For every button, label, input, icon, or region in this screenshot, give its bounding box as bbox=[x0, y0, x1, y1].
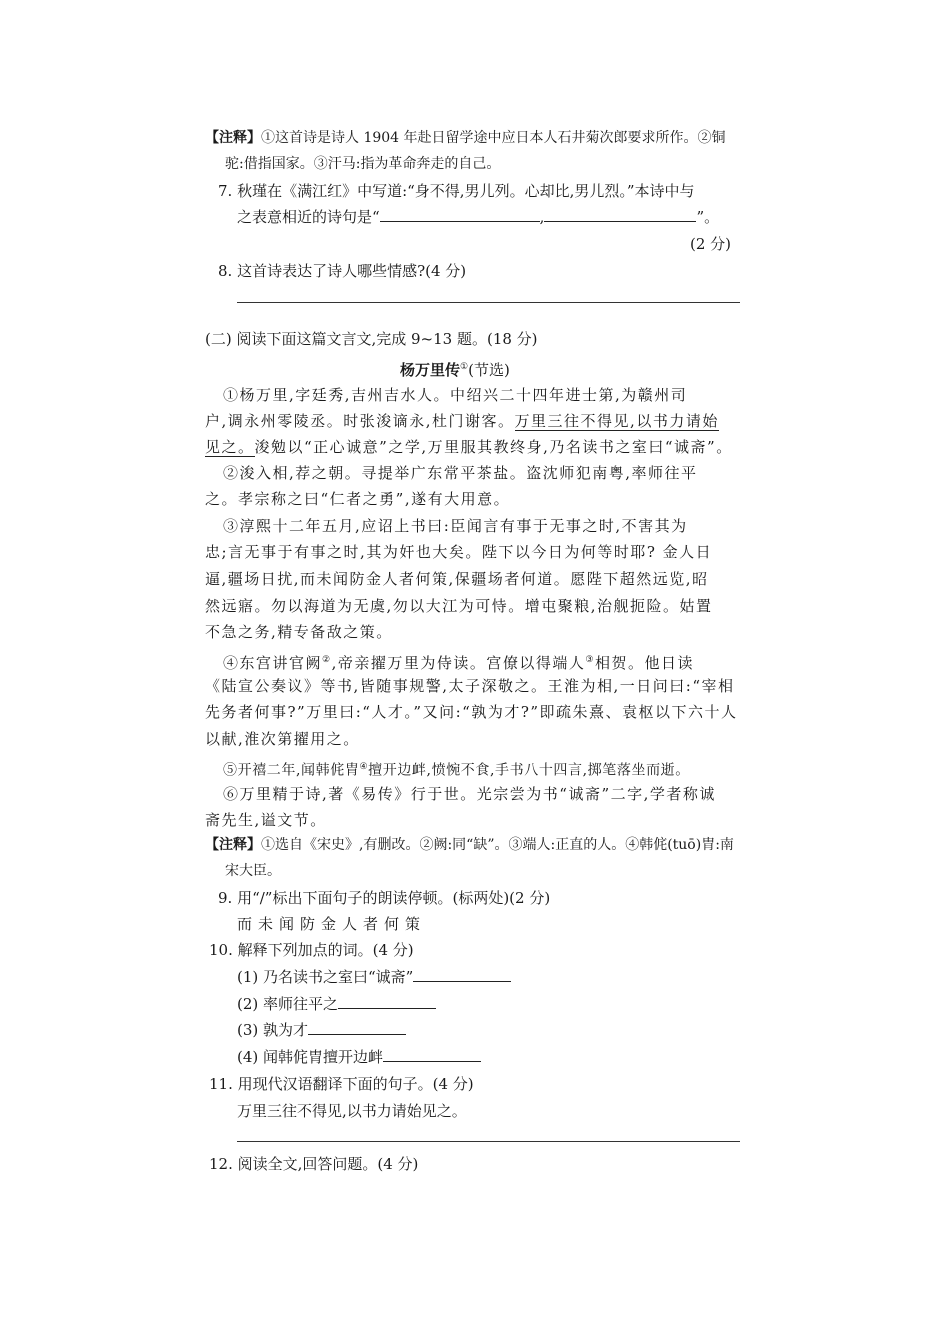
answer-blank-10-2[interactable] bbox=[338, 990, 436, 1009]
section-2-heading: (二) 阅读下面这篇文言文,完成 9~13 题。(18 分) bbox=[205, 330, 538, 348]
paragraph-3-line-2: 忠;言无事于有事之时,其为奸也大矣。陛下以今日为何等时耶? 金人日 bbox=[205, 543, 713, 561]
paragraph-4-line-3: 先务者何事?”万里曰:“人才。”又问:“孰为才?”即疏朱熹、袁枢以下六十人 bbox=[205, 703, 738, 721]
paragraph-4-line-1: ④东宫讲官阙②,帝亲擢万里为侍读。宫僚以得端人③相贺。他日读 bbox=[223, 654, 694, 672]
question-7-line-1: 7. 秋瑾在《满江红》中写道:“身不得,男儿列。心却比,男儿烈。”本诗中与 bbox=[218, 182, 695, 200]
note-1-line-1: 【注释】①这首诗是诗人 1904 年赴日留学途中应日本人石井菊次郎要求所作。②铜 bbox=[205, 130, 726, 146]
underlined-sentence: 万里三往不得见,以书力请始 bbox=[514, 412, 719, 430]
question-11-sentence: 万里三往不得见,以书力请始见之。 bbox=[237, 1102, 467, 1120]
question-10-item-3: (3) 孰为才 bbox=[237, 1016, 406, 1044]
answer-blank-10-4[interactable] bbox=[383, 1043, 481, 1062]
paragraph-6-line-1: ⑥万里精于诗,著《易传》行于世。光宗尝为书“诚斋”二字,学者称诚 bbox=[223, 785, 716, 803]
answer-blank-2[interactable] bbox=[544, 203, 696, 222]
answer-blank-1[interactable] bbox=[380, 203, 540, 222]
question-12: 12. 阅读全文,回答问题。(4 分) bbox=[209, 1155, 419, 1173]
answer-line-11[interactable] bbox=[237, 1141, 740, 1142]
paragraph-2-line-2: 之。孝宗称之曰“仁者之勇”,遂有大用意。 bbox=[205, 490, 511, 508]
paragraph-3-line-4: 然远寤。勿以海道为无虞,勿以大江为可恃。增屯聚粮,治舰扼险。姑置 bbox=[205, 597, 713, 615]
paragraph-3-line-5: 不急之务,精专备敌之策。 bbox=[205, 623, 393, 641]
answer-line-8[interactable] bbox=[237, 302, 740, 303]
question-10: 10. 解释下列加点的词。(4 分) bbox=[209, 941, 414, 959]
question-8: 8. 这首诗表达了诗人哪些情感?(4 分) bbox=[218, 262, 467, 280]
paragraph-2-line-1: ②浚入相,荐之朝。寻提举广东常平茶盐。盗沈师犯南粤,率师往平 bbox=[223, 464, 698, 482]
question-9: 9. 用“/”标出下面句子的朗读停顿。(标两处)(2 分) bbox=[218, 889, 551, 907]
question-10-item-1: (1) 乃名读书之室曰“诚斋” bbox=[237, 963, 511, 991]
paragraph-3-line-3: 逼,疆场日扰,而未闻防金人者何策,保疆场者何道。愿陛下超然远览,昭 bbox=[205, 570, 709, 588]
paragraph-6-line-2: 斋先生,谥文节。 bbox=[205, 811, 327, 829]
question-10-item-4: (4) 闻韩侂胄擅开边衅 bbox=[237, 1043, 481, 1071]
paragraph-4-line-4: 以献,淮次第擢用之。 bbox=[205, 730, 360, 748]
question-7-line-2: 之表意相近的诗句是“ , ”。 bbox=[237, 203, 719, 231]
note-2-line-2: 宋大臣。 bbox=[225, 863, 281, 879]
note-tag: 【注释】 bbox=[205, 837, 261, 853]
paragraph-5-line-1: ⑤开禧二年,闻韩侂胄④擅开边衅,愤惋不食,手书八十四言,掷笔落坐而逝。 bbox=[223, 762, 690, 779]
article-title: 杨万里传①(节选) bbox=[400, 361, 510, 379]
question-7-score: (2 分) bbox=[690, 235, 732, 253]
answer-blank-10-1[interactable] bbox=[413, 963, 511, 982]
paragraph-1-line-1: ①杨万里,字廷秀,吉州吉水人。中绍兴二十四年进士第,为赣州司 bbox=[223, 386, 688, 404]
paragraph-1-line-2: 户,调永州零陵丞。时张浚谪永,杜门谢客。万里三往不得见,以书力请始 bbox=[205, 412, 719, 430]
paragraph-1-line-3: 见之。浚勉以“正心诚意”之学,万里服其教终身,乃名读书之室曰“诚斋”。 bbox=[205, 438, 733, 456]
question-11: 11. 用现代汉语翻译下面的句子。(4 分) bbox=[209, 1075, 474, 1093]
paragraph-3-line-1: ③淳熙十二年五月,应诏上书曰:臣闻言有事于无事之时,不害其为 bbox=[223, 517, 688, 535]
note-1-line-2: 驼:借指国家。③汗马:指为革命奔走的自己。 bbox=[225, 156, 501, 172]
note-tag: 【注释】 bbox=[205, 130, 261, 146]
answer-blank-10-3[interactable] bbox=[308, 1016, 406, 1035]
question-10-item-2: (2) 率师往平之 bbox=[237, 990, 436, 1018]
paragraph-4-line-2: 《陆宣公奏议》等书,皆随事规警,太子深敬之。王淮为相,一日问曰:“宰相 bbox=[205, 677, 735, 695]
question-9-sentence: 而未闻防金人者何策 bbox=[237, 915, 427, 933]
note-2-line-1: 【注释】①选自《宋史》,有删改。②阙:同“缺”。③端人:正直的人。④韩侂(tuō)胄:南 bbox=[205, 837, 734, 853]
